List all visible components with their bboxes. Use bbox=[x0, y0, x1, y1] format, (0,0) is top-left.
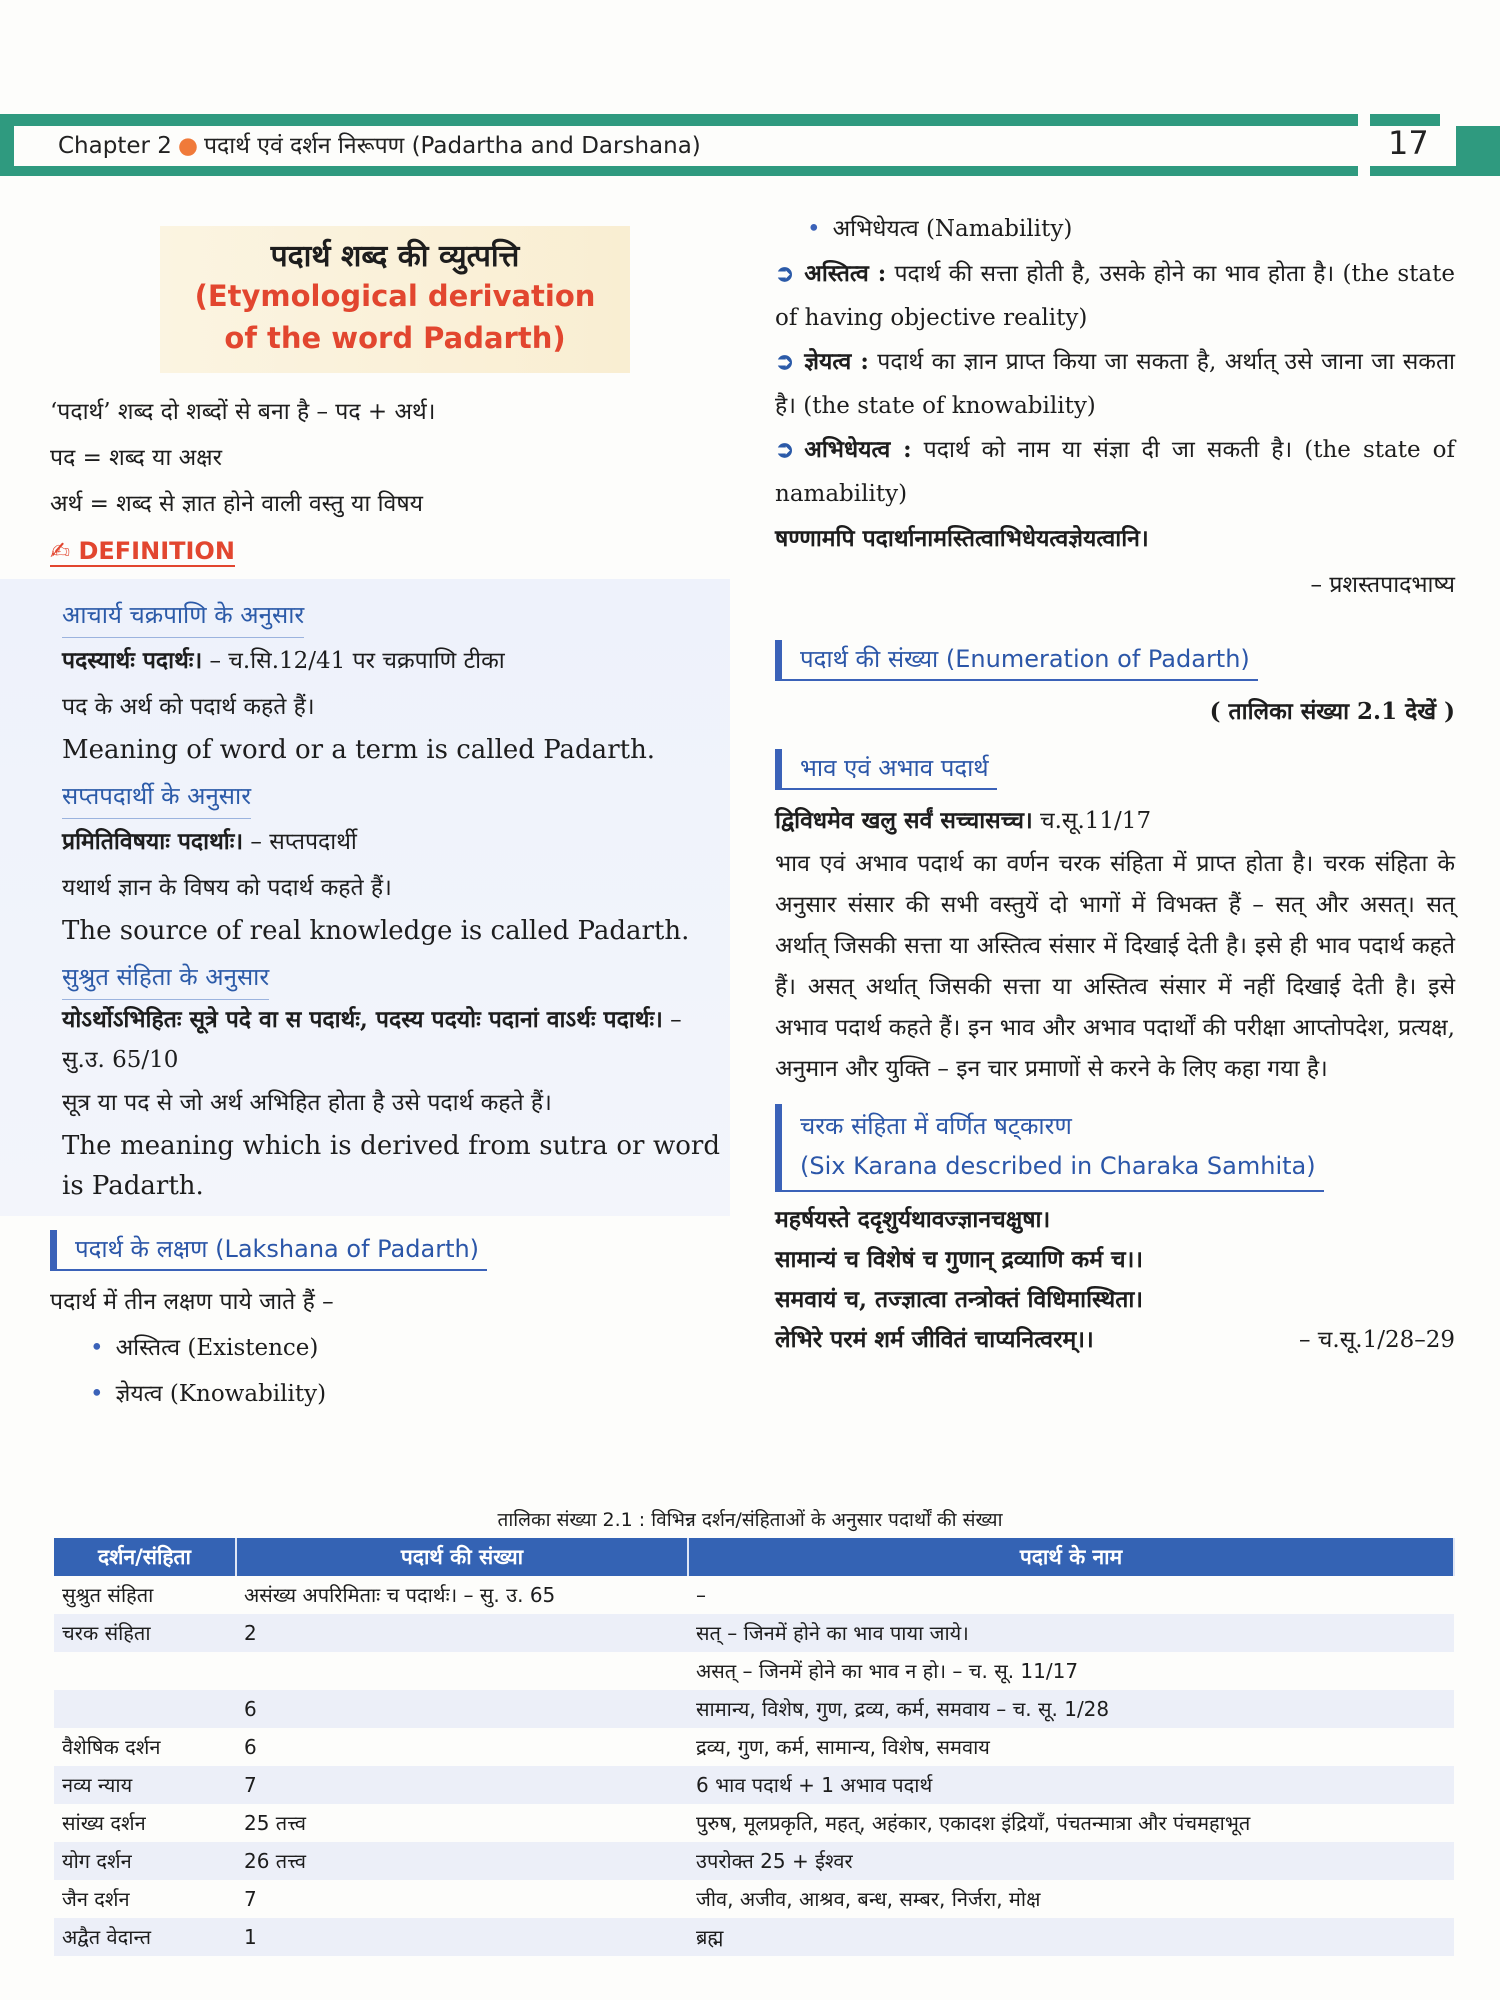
table-cell: 6 bbox=[244, 1735, 257, 1759]
sloka-line: सामान्यं च विशेषं च गुणान् द्रव्याणि कर्म च।। bbox=[775, 1246, 1144, 1273]
table-cell: पुरुष, मूलप्रकृति, महत्, अहंकार, एकादश इंद्रियाँ, पंचतन्मात्रा और पंचमहाभूत bbox=[696, 1811, 1251, 1835]
lakshana-item: • ज्ञेयत्व (Knowability) bbox=[50, 1371, 730, 1417]
table-row bbox=[54, 1804, 1454, 1842]
table-row bbox=[54, 1576, 1454, 1614]
pen-icon: ✍ bbox=[50, 537, 71, 565]
right-column bbox=[775, 206, 1455, 1360]
running-header bbox=[58, 128, 701, 160]
arrow-icon: ➲ bbox=[775, 436, 795, 463]
column-header: पदार्थ की संख्या bbox=[236, 1538, 688, 1576]
table-cell: सामान्य, विशेष, गुण, द्रव्य, कर्म, समवाय – च. सू. 1/28 bbox=[688, 1690, 1454, 1728]
column-header: दर्शन/संहिता bbox=[54, 1538, 236, 1576]
hindi-meaning: सूत्र या पद से जो अर्थ अभिहित होता है उसे पदार्थ कहते हैं। bbox=[62, 1090, 552, 1116]
table-row bbox=[54, 1728, 1454, 1766]
header-stripe-top bbox=[0, 114, 1358, 126]
table-row bbox=[54, 1880, 1454, 1918]
hindi-meaning: यथार्थ ज्ञान के विषय को पदार्थ कहते हैं। bbox=[62, 875, 392, 901]
lakshana-intro: पदार्थ में तीन लक्षण पाये जाते हैं – bbox=[50, 1289, 334, 1315]
table-cell: चरक संहिता bbox=[54, 1614, 236, 1652]
point-text: पदार्थ की सत्ता होती है, उसके होने का भाव होता है। (the state of having objective reality) bbox=[775, 261, 1455, 331]
table-cell: ब्रह्म bbox=[688, 1918, 1454, 1956]
sloka-line: समवायं च, तज्ज्ञात्वा तन्त्रोक्तं विधिमास्थिता। bbox=[775, 1286, 1143, 1313]
heading-english: (Six Karana described in Charaka Samhita) bbox=[800, 1152, 1316, 1180]
table-cell: जैन दर्शन bbox=[62, 1887, 130, 1911]
point-text: पदार्थ का ज्ञान प्राप्त किया जा सकता है, अर्थात् उसे जाना जा सकता है। (the state of knowability) bbox=[775, 349, 1456, 419]
table-cell bbox=[236, 1652, 688, 1690]
definition-heading: सुश्रुत संहिता के अनुसार bbox=[62, 955, 269, 1000]
point bbox=[775, 428, 1455, 516]
table-cell bbox=[54, 1690, 236, 1728]
heading-english: (Lakshana of Padarth) bbox=[207, 1235, 480, 1263]
column-header: पदार्थ के नाम bbox=[688, 1538, 1454, 1576]
definition-box bbox=[0, 579, 730, 1216]
section-title-box bbox=[160, 226, 630, 373]
table-cell: 26 तत्त्व bbox=[236, 1842, 688, 1880]
table-reference-note: ( तालिका संख्या 2.1 देखें ) bbox=[1209, 698, 1455, 725]
table-cell: योग दर्शन bbox=[54, 1842, 236, 1880]
table-cell bbox=[54, 1652, 236, 1690]
definition-label bbox=[50, 537, 235, 567]
title-english-2: of the word Padarth) bbox=[224, 321, 566, 355]
karana-heading bbox=[775, 1104, 1324, 1192]
point-term: ज्ञेयत्व : bbox=[804, 348, 869, 375]
table-cell: द्रव्य, गुण, कर्म, सामान्य, विशेष, समवाय bbox=[696, 1735, 990, 1759]
bhava-heading bbox=[775, 749, 997, 790]
padartha-table bbox=[54, 1538, 1455, 1956]
definition-heading: सप्तपदार्थी के अनुसार bbox=[62, 774, 251, 819]
table-cell: – bbox=[696, 1583, 706, 1607]
heading-english: (Enumeration of Padarth) bbox=[938, 645, 1250, 673]
intro-line: पद = शब्द या अक्षर bbox=[50, 445, 223, 471]
point-text: पदार्थ को नाम या संज्ञा दी जा सकती है। (the state of namability) bbox=[775, 437, 1455, 507]
header-stripe-side bbox=[0, 126, 14, 166]
sloka-reference: – प्रशस्तपादभाष्य bbox=[1310, 572, 1455, 598]
table-cell: असंख्य अपरिमिताः च पदार्थः। – सु. उ. 65 bbox=[244, 1583, 556, 1607]
title-hindi: पदार्थ शब्द की व्युत्पत्ति bbox=[270, 239, 520, 274]
sloka-line: लेभिरे परमं शर्म जीवितं चाप्यनित्वरम्।। bbox=[775, 1326, 1094, 1353]
arrow-icon: ➲ bbox=[775, 260, 795, 287]
left-column bbox=[50, 226, 730, 1417]
table-cell: 6 bbox=[236, 1690, 688, 1728]
table-cell: अद्वैत वेदान्त bbox=[54, 1918, 236, 1956]
page-number: 17 bbox=[1388, 124, 1429, 162]
hindi-meaning: पद के अर्थ को पदार्थ कहते हैं। bbox=[62, 694, 315, 720]
english-meaning: The source of real knowledge is called Padarth. bbox=[62, 916, 690, 946]
table-cell: उपरोक्त 25 + ईश्वर bbox=[688, 1842, 1454, 1880]
header-stripe-bottom-right bbox=[1370, 166, 1500, 176]
table-cell: 7 bbox=[236, 1766, 688, 1804]
reference: – च.सू.1/28–29 bbox=[1298, 1327, 1455, 1353]
lakshana-item: • अभिधेयत्व (Namability) bbox=[775, 206, 1455, 252]
table-caption: तालिका संख्या 2.1 : विभिन्न दर्शन/संहिताओं के अनुसार पदार्थों की संख्या bbox=[497, 1509, 1003, 1531]
english-meaning: The meaning which is derived from sutra or word is Padarth. bbox=[62, 1131, 720, 1201]
point bbox=[775, 252, 1455, 340]
enumeration-heading bbox=[775, 640, 1258, 681]
heading-hindi: चरक संहिता में वर्णित षट्कारण bbox=[800, 1112, 1072, 1140]
reference: च.सू.11/17 bbox=[1032, 808, 1152, 834]
sloka: योऽर्थोऽभिहितः सूत्रे पदे वा स पदार्थः, पदस्य पदयोः पदानां वाऽर्थः पदार्थः। bbox=[62, 1006, 663, 1033]
table-header-row bbox=[54, 1538, 1454, 1576]
table-cell: 25 तत्त्व bbox=[244, 1811, 307, 1835]
sloka: षण्णामपि पदार्थानामस्तित्वाभिधेयत्वज्ञेयत्वानि। bbox=[775, 525, 1149, 552]
table-cell: असत् – जिनमें होने का भाव न हो। – च. सू. 11/17 bbox=[696, 1659, 1079, 1683]
heading-hindi: पदार्थ के लक्षण bbox=[75, 1235, 208, 1263]
english-meaning: Meaning of word or a term is called Padarth. bbox=[62, 735, 656, 765]
header-stripe-side-right bbox=[1456, 126, 1500, 166]
lakshana-item: • अस्तित्व (Existence) bbox=[50, 1325, 730, 1371]
table-cell: 2 bbox=[236, 1614, 688, 1652]
table-row bbox=[54, 1690, 1454, 1728]
table-row bbox=[54, 1766, 1454, 1804]
point-term: अभिधेयत्व : bbox=[804, 436, 912, 463]
heading-hindi: भाव एवं अभाव पदार्थ bbox=[800, 754, 989, 782]
bullet-dot-icon: ● bbox=[177, 133, 198, 159]
arrow-icon: ➲ bbox=[775, 348, 795, 375]
intro-line: ‘पदार्थ’ शब्द दो शब्दों से बना है – पद + अर्थ। bbox=[50, 399, 436, 425]
definition-text: DEFINITION bbox=[78, 537, 235, 565]
lakshana-heading bbox=[50, 1230, 487, 1271]
table-row bbox=[54, 1652, 1454, 1690]
table-cell: जीव, अजीव, आश्रव, बन्ध, सम्बर, निर्जरा, मोक्ष bbox=[696, 1887, 1041, 1911]
definition-heading: आचार्य चक्रपाणि के अनुसार bbox=[62, 593, 304, 638]
sloka: पदस्यार्थः पदार्थः। bbox=[62, 647, 203, 674]
table-cell: सुश्रुत संहिता bbox=[62, 1583, 154, 1607]
header-stripe-bottom bbox=[0, 166, 1358, 176]
table-cell: 7 bbox=[244, 1887, 257, 1911]
chapter-title: पदार्थ एवं दर्शन निरूपण (Padartha and Darshana) bbox=[203, 133, 701, 159]
table-row bbox=[54, 1918, 1454, 1956]
point bbox=[775, 340, 1455, 428]
table-cell: 1 bbox=[236, 1918, 688, 1956]
intro-line: अर्थ = शब्द से ज्ञात होने वाली वस्तु या विषय bbox=[50, 491, 423, 517]
title-english-1: (Etymological derivation bbox=[194, 279, 596, 313]
table-cell: सांख्य दर्शन bbox=[62, 1811, 146, 1835]
reference: – सप्तपदार्थी bbox=[243, 829, 357, 855]
sloka: द्विविधमेव खलु सर्वं सच्चासच्च। bbox=[775, 807, 1033, 834]
table-row bbox=[54, 1614, 1454, 1652]
table-cell: सत् – जिनमें होने का भाव पाया जाये। bbox=[688, 1614, 1454, 1652]
bhava-paragraph: भाव एवं अभाव पदार्थ का वर्णन चरक संहिता में प्राप्त होता है। चरक संहिता के अनुसार संसार की सभी वस्तुयें दो भागों में विभक्त हैं – सत् और असत्। सत् अर्थात् जिसकी सत्ता या अस्तित्व संसार में दिखाई देती है। इसे ही भाव पदार्थ कहते हैं। असत् अर्थात् जिसकी सत्ता या अस्तित्व संसार में नहीं दिखाई देती है। इसे अभाव पदार्थ कहते हैं। इन भाव और अभाव पदार्थों की परीक्षा आप्तोपदेश, प्रत्यक्ष, अनुमान और युक्ति – इन चार प्रमाणों से करने के लिए कहा गया है। bbox=[775, 851, 1455, 1082]
table-cell: वैशेषिक दर्शन bbox=[62, 1735, 161, 1759]
point-term: अस्तित्व : bbox=[804, 260, 887, 287]
reference: – सु.उ. 65/10 bbox=[62, 1007, 682, 1073]
chapter-label: Chapter 2 bbox=[58, 133, 172, 159]
sloka-line: महर्षयस्ते ददृशुर्यथावज्ज्ञानचक्षुषा। bbox=[775, 1206, 1051, 1233]
sloka: प्रमितिविषयाः पदार्थाः। bbox=[62, 828, 244, 855]
table-cell: 6 भाव पदार्थ + 1 अभाव पदार्थ bbox=[688, 1766, 1454, 1804]
heading-hindi: पदार्थ की संख्या bbox=[800, 645, 939, 673]
table-row bbox=[54, 1842, 1454, 1880]
reference: – च.सि.12/41 पर चक्रपाणि टीका bbox=[202, 648, 505, 674]
table-cell: नव्य न्याय bbox=[54, 1766, 236, 1804]
